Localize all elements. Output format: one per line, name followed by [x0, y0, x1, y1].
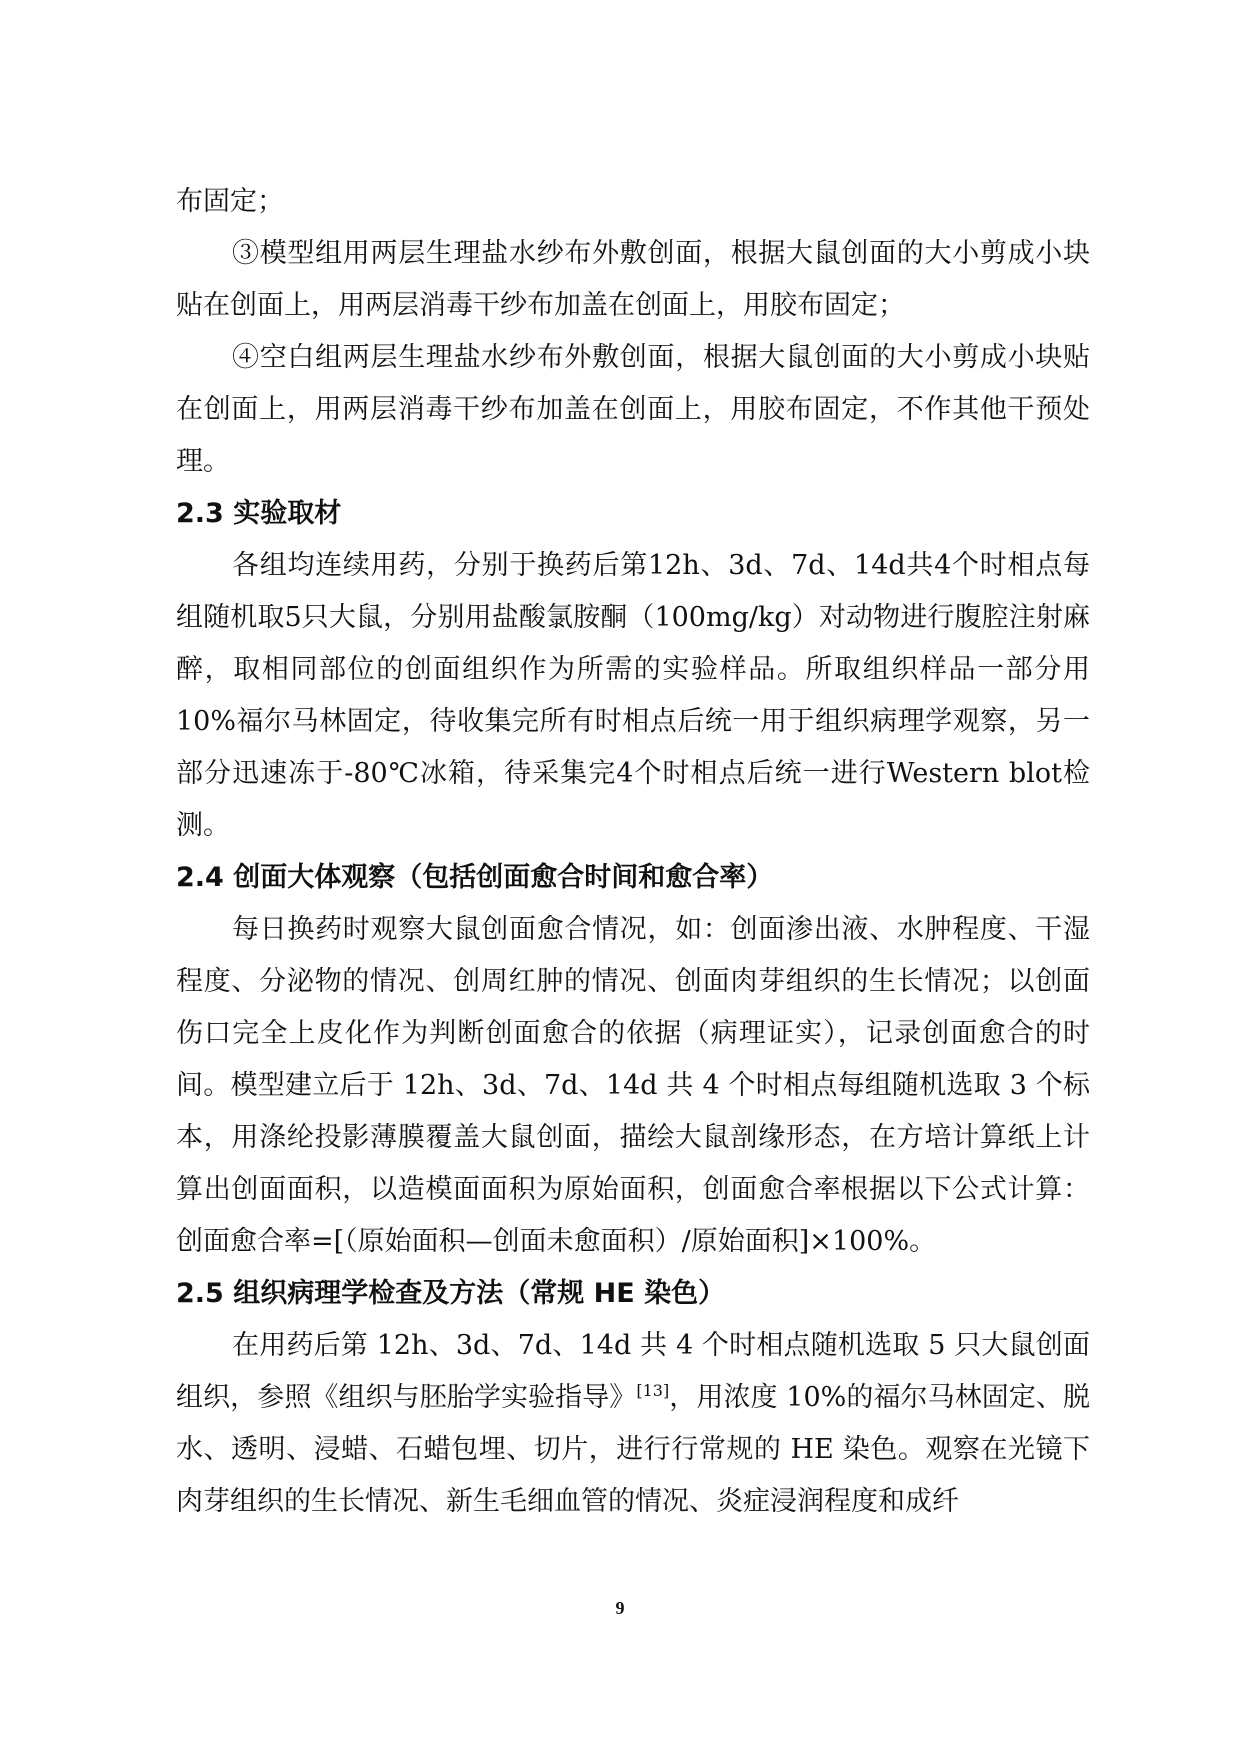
paragraph: 各组均连续用药，分别于换药后第12h、3d、7d、14d共4个时相点每组随机取5只大鼠，分别用盐酸氯胺酮（100mg/kg）对动物进行腹腔注射麻醉，取相同部位的创面组织作为所需的实验样品。所取组织样品一部分用10%福尔马林固定，待收集完所有时相点后统一用于组织病理学观察，另一部分迅速冻于-80℃冰箱，待采集完4个时相点后统一进行Western blot检测。: [176, 550, 1090, 841]
citation-ref: [13]: [636, 1381, 670, 1400]
section-heading: 2.4 创面大体观察（包括创面愈合时间和愈合率）: [176, 862, 774, 893]
section-heading: 2.5 组织病理学检查及方法（常规 HE 染色）: [176, 1278, 726, 1309]
paragraph: ④空白组两层生理盐水纱布外敷创面，根据大鼠创面的大小剪成小块贴在创面上，用两层消毒干纱布加盖在创面上，用胶布固定，不作其他干预处理。: [176, 342, 1090, 477]
paragraph: [176, 1320, 1090, 1528]
section-heading: 2.3 实验取材: [176, 498, 342, 529]
body-text: [176, 176, 1090, 1528]
paragraph: 布固定；: [176, 186, 284, 217]
paragraph-text: ，用浓度 10%的福尔马林固定、脱水、透明、浸蜡、石蜡包埋、切片，进行行常规的 HE 染色。观察在光镜下肉芽组织的生长情况、新生毛细血管的情况、炎症浸润程度和成纤: [176, 1382, 1091, 1517]
paragraph-text: 在用药后第 12h、3d、7d、14d 共 4 个时相点随机选取 5 只大鼠创面组织，参照《组织与胚胎学实验指导》: [176, 1330, 1090, 1413]
page-number: 9: [615, 1598, 625, 1618]
paragraph: ③模型组用两层生理盐水纱布外敷创面，根据大鼠创面的大小剪成小块贴在创面上，用两层消毒干纱布加盖在创面上，用胶布固定；: [176, 238, 1090, 321]
paragraph: 每日换药时观察大鼠创面愈合情况，如：创面渗出液、水肿程度、干湿程度、分泌物的情况、创周红肿的情况、创面肉芽组织的生长情况；以创面伤口完全上皮化作为判断创面愈合的依据（病理证实），记录创面愈合的时间。模型建立后于 12h、3d、7d、14d 共 4 个时相点每组随机选取 3 个标本，用涤纶投影薄膜覆盖大鼠创面，描绘大鼠剖缘形态，在方培计算纸上计算出创面面积，以造模面面积为原始面积，创面愈合率根据以下公式计算：创面愈合率=[（原始面积—创面未愈面积）/原始面积]×100%。: [176, 914, 1090, 1257]
